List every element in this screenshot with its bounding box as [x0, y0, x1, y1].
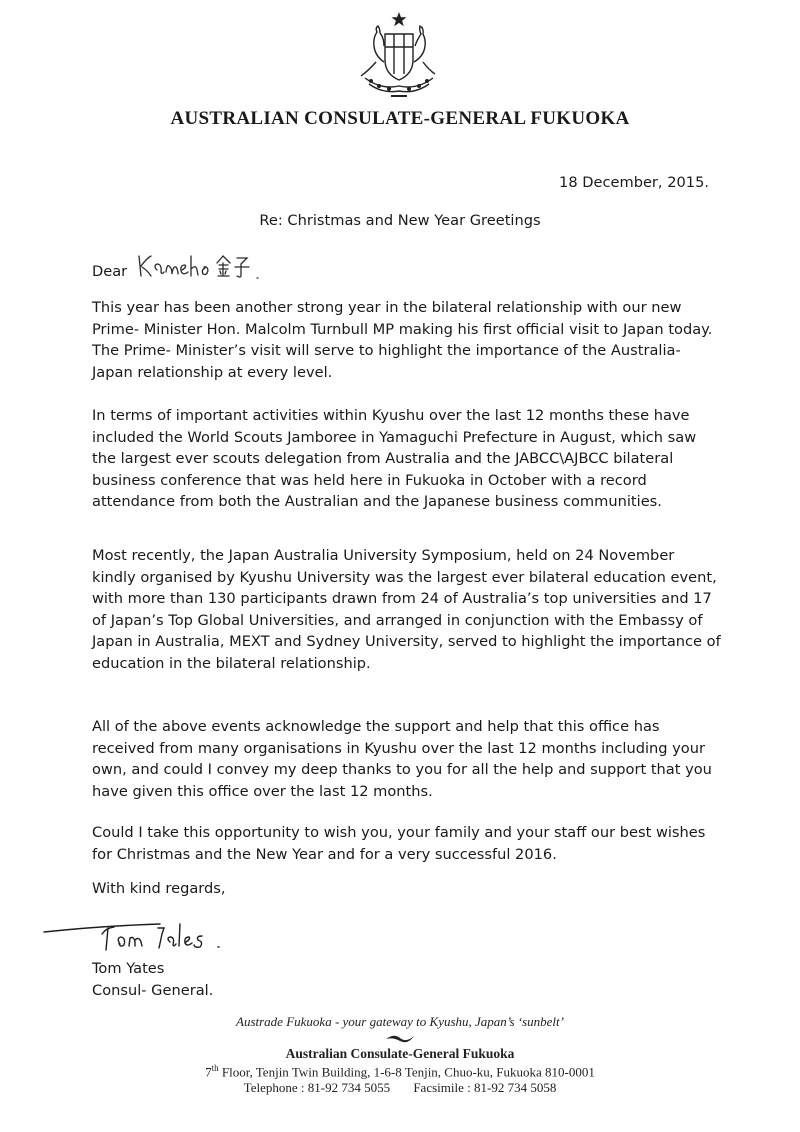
letter-subject: Re: Christmas and New Year Greetings: [259, 212, 541, 229]
address-floor: 7: [205, 1064, 212, 1080]
footer-address: [0, 1063, 800, 1080]
paragraph-university-symposium: Most recently, the Japan Australia University Symposium, held on 24 November kindly organised by Kyushu University was the largest ever bilateral education event, with more than 130 participants drawn from 24 of Australia’s top universities and 17 of Japan’s Top Global Universities, and arranged in conjunction with the Embassy of Japan in Australia, MEXT and Sydney University, served to highlight the importance of education in the bilateral relationship.: [92, 547, 721, 672]
handwritten-recipient-name: [135, 252, 275, 282]
footer-org-name: Australian Consulate-General Fukuoka: [285, 1046, 515, 1061]
footer-tagline: Austrade Fukuoka - your gateway to Kyushu, Japan’s ‘sunbelt’: [236, 1014, 564, 1029]
footer-facsimile: Facsimile : 81-92 734 5058: [413, 1080, 557, 1095]
salutation: [92, 252, 275, 282]
letter-date: 18 December, 2015.: [559, 174, 709, 191]
austrade-swoosh-icon: [384, 1033, 416, 1045]
footer-telephone: Telephone : 81-92 734 5055: [243, 1080, 391, 1095]
address-rest: Floor, Tenjin Twin Building, 1-6-8 Tenjin, Chuo-ku, Fukuoka 810-0001: [218, 1064, 595, 1080]
address-floor-suffix: th: [211, 1063, 219, 1073]
paragraph-season-greetings: Could I take this opportunity to wish you, your family and your staff our best wishes for Christmas and the New Year and for a very successful 2016.: [92, 824, 706, 863]
paragraph-kyushu-activities: In terms of important activities within Kyushu over the last 12 months these have included the World Scouts Jamboree in Yamaguchi Prefecture in August, which saw the largest ever scouts delegation from Australia and the JABCC\AJBCC bilateral business conference that was held here in Fukuoka in October with a record attendance from both the Australian and the Japanese business communities.: [92, 407, 697, 510]
handwritten-signature: [40, 912, 280, 962]
footer-contact: [0, 1080, 800, 1096]
closing: With kind regards,: [92, 880, 226, 897]
paragraph-bilateral-relationship: This year has been another strong year in the bilateral relationship with our new Prime- Minister Hon. Malcolm Turnbull MP making his first official visit to Japan today. The Prime- Minister’s visit will serve to highlight the importance of the Australia- Japan relationship at every level.: [92, 299, 713, 381]
signer-title: Consul- General.: [92, 982, 214, 999]
paragraph-acknowledgement: All of the above events acknowledge the support and help that this office has received from many organisations in Kyushu over the last 12 months including your own, and could I convey my deep thanks to you for all the help and support that you have given this office over the last 12 months.: [92, 718, 712, 800]
letterhead-title: AUSTRALIAN CONSULATE-GENERAL FUKUOKA: [170, 108, 630, 129]
salutation-word: Dear: [92, 262, 128, 280]
signer-name: Tom Yates: [92, 960, 165, 977]
coat-of-arms-logo: [347, 12, 451, 102]
